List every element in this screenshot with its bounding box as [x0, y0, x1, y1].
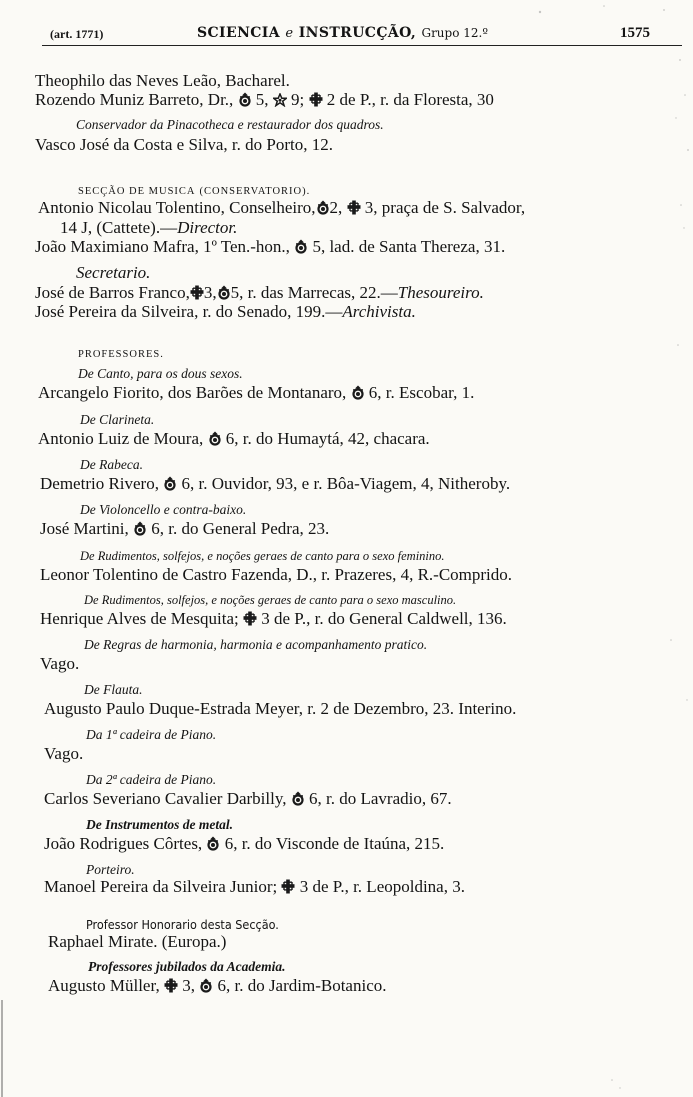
entry-line: João Rodrigues Côrtes, 6, r. do Visconde de Itaúna, 215. — [44, 834, 445, 853]
subject-heading: De Rudimentos, solfejos, e noções geraes de canto para o sexo masculino. — [84, 593, 457, 607]
cross-icon — [309, 92, 323, 107]
entry-line: José Pereira da Silveira, r. do Senado, 199.—Archivista. — [35, 302, 416, 321]
rose-icon — [291, 791, 305, 806]
cross-icon — [164, 978, 178, 993]
entry-line: 14 J, (Cattete).—Director. — [60, 218, 238, 237]
group-label: Grupo 12.º — [421, 26, 488, 40]
entry-line: Manoel Pereira da Silveira Junior; 3 de P., r. Leopoldina, 3. — [44, 877, 465, 896]
subject-heading: Da 2ª cadeira de Piano. — [86, 772, 217, 787]
cross-icon — [281, 879, 295, 894]
role-heading: Secretario. — [76, 263, 151, 282]
subject-heading: Da 1ª cadeira de Piano. — [86, 727, 217, 742]
rose-icon — [316, 200, 330, 215]
role-heading: Conservador da Pinacotheca e restaurador dos quadros. — [76, 117, 384, 132]
article-ref: (art. 1771) — [50, 27, 104, 41]
header-rule — [42, 45, 682, 46]
rose-icon — [208, 431, 222, 446]
entry-line: Vago. — [40, 654, 80, 673]
rose-icon — [206, 836, 220, 851]
subject-heading: De Canto, para os dous sexos. — [78, 366, 243, 381]
entry-line: João Maximiano Mafra, 1º Ten.-hon., 5, lad. de Santa Thereza, 31. — [35, 237, 506, 256]
rose-icon — [217, 285, 231, 300]
running-title: SCIENCIA e INSTRUCÇÃO, Grupo 12.º — [197, 25, 488, 41]
subject-heading: De Regras de harmonia, harmonia e acompanhamento pratico. — [84, 637, 428, 652]
cross-icon — [347, 200, 361, 215]
running-header — [0, 24, 693, 44]
entry-line: Leonor Tolentino de Castro Fazenda, D., r. Prazeres, 4, R.-Comprido. — [40, 565, 513, 584]
section-heading: Professor Honorario desta Secção. — [86, 917, 279, 932]
entry-line: Carlos Severiano Cavalier Darbilly, 6, r. do Lavradio, 67. — [44, 789, 452, 808]
entry-line: Augusto Paulo Duque-Estrada Meyer, r. 2 de Dezembro, 23. Interino. — [44, 699, 517, 718]
subject-heading: Professores jubilados da Academia. — [88, 959, 286, 974]
entry-line: Rozendo Muniz Barreto, Dr., 5, 9; 2 de P., r. da Floresta, 30 — [35, 90, 494, 109]
subject-heading: De Rudimentos, solfejos, e noções geraes de canto para o sexo feminino. — [80, 549, 445, 563]
subject-heading: De Rabeca. — [80, 457, 143, 472]
entry-line: Henrique Alves de Mesquita; 3 de P., r. do General Caldwell, 136. — [40, 609, 507, 628]
subject-heading: De Clarineta. — [80, 412, 155, 427]
entry-line: Demetrio Rivero, 6, r. Ouvidor, 93, e r. Bôa-Viagem, 4, Nitheroby. — [40, 474, 511, 493]
entry-line: José de Barros Franco, 3, 5, r. das Marrecas, 22.—Thesoureiro. — [35, 283, 484, 302]
entry-line: Raphael Mirate. (Europa.) — [48, 932, 227, 951]
rose-icon — [133, 521, 147, 536]
cross-icon — [190, 285, 204, 300]
entry-line: Vago. — [44, 744, 84, 763]
cross-icon — [243, 611, 257, 626]
rose-icon — [163, 476, 177, 491]
rose-icon — [199, 978, 213, 993]
page-number: 1575 — [620, 25, 650, 41]
subject-heading: De Flauta. — [84, 682, 143, 697]
subject-heading: De Violoncello e contra-baixo. — [80, 502, 247, 517]
role-heading: Porteiro. — [86, 862, 135, 877]
rose-icon — [351, 385, 365, 400]
rose-icon — [294, 239, 308, 254]
entry-line: Vasco José da Costa e Silva, r. do Porto, 12. — [35, 135, 333, 154]
entry-line: Arcangelo Fiorito, dos Barões de Montanaro, 6, r. Escobar, 1. — [38, 383, 475, 402]
entry-line: Antonio Luiz de Moura, 6, r. do Humaytá, 42, chacara. — [38, 429, 430, 448]
entry-line: Antonio Nicolau Tolentino, Conselheiro, 2, 3, praça de S. Salvador, — [38, 198, 526, 217]
section-heading: SECÇÃO DE MUSICA (CONSERVATORIO). — [78, 186, 311, 197]
entry-line: Theophilo das Neves Leão, Bacharel. — [35, 71, 290, 90]
rose-icon — [238, 92, 252, 107]
section-heading: PROFESSORES. — [78, 349, 164, 360]
entry-line: Augusto Müller, 3, 6, r. do Jardim-Botanico. — [48, 976, 387, 995]
entry-line: José Martini, 6, r. do General Pedra, 23. — [40, 519, 330, 538]
subject-heading: De Instrumentos de metal. — [86, 817, 234, 832]
star-icon — [273, 93, 287, 107]
